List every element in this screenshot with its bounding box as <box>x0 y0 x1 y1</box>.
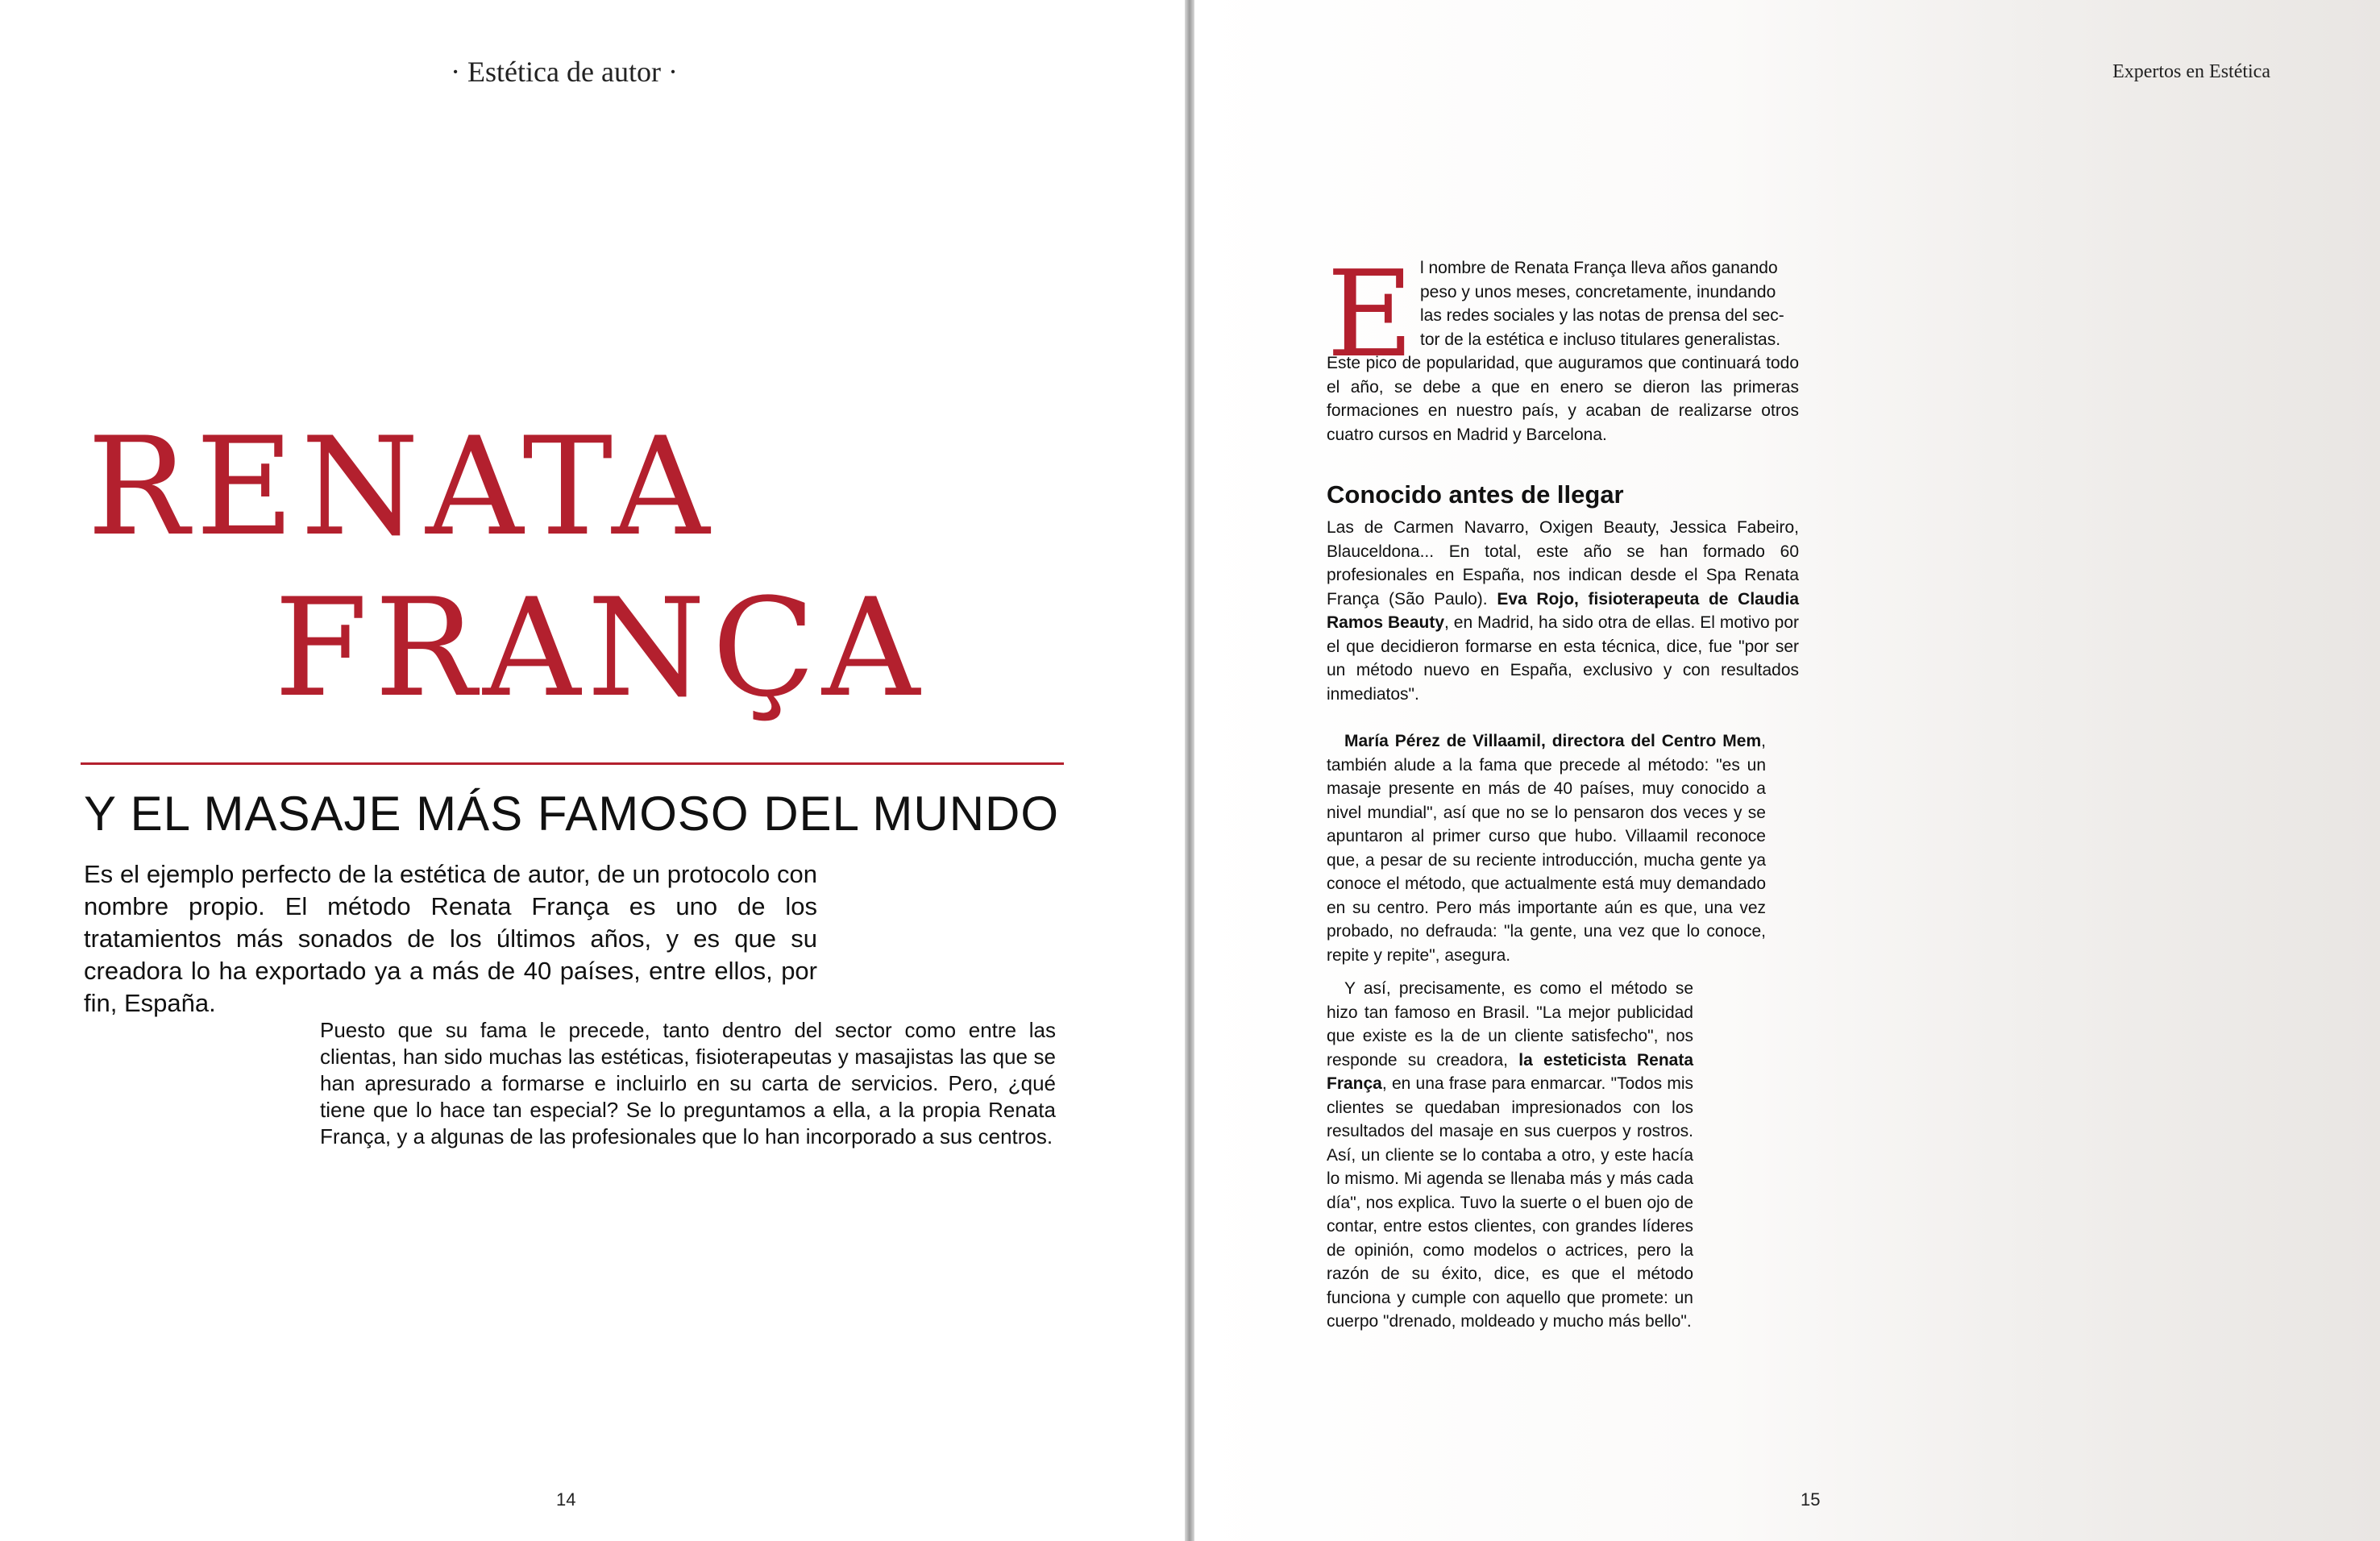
opening-line: peso y unos meses, concretamente, inundando <box>1420 282 1776 301</box>
title-rule <box>81 762 1064 765</box>
lead-paragraph: Es el ejemplo perfecto de la estética de autor, de un protocolo con nombre propio. El método Renata França es uno de los tratamientos más sonados de los últimos años, y es que su creadora lo ha exportado ya a más de 40 países, entre ellos, por fin, España. <box>84 860 817 1017</box>
drop-cap: E <box>1327 245 1414 384</box>
paragraph-3-bold: María Pérez de Villaamil, directora del Centro Mem <box>1344 732 1762 750</box>
paragraph-4 <box>1327 977 1693 1334</box>
opening-lines <box>1420 256 1799 351</box>
paragraph-3-text: , también alude a la fama que precede al método: "es un masaje presente en más de 40 países, muy conocido a nivel mundial", así que no se lo pensaron dos veces y se apuntaron al primer curso que hubo. Villaamil reconoce que, a pesar de su reciente introducción, mucha gente ya conoce el método, que actualmente está muy demandado en su centro. Pero más importante aún es que, una vez probado, no defrauda: "la gente, una vez que lo conoce, repite y repite", asegura. <box>1327 732 1766 965</box>
paragraph-4-text-a: Y así, precisamente, es como el método se hizo tan famoso en Brasil. "La mejor publicidad que existe es la de un cliente satisfecho", nos responde su creadora, <box>1327 979 1693 1070</box>
opening-line: las redes sociales y las notas de prensa del sec- <box>1420 306 1784 325</box>
paragraph-2-text-b: , en Madrid, ha sido otra de ellas. El motivo por el que decidieron formarse en esta técnica, dice, fue "por ser un método nuevo en España, exclusivo y con resultados inmediatos". <box>1327 613 1799 704</box>
opening-line: tor de la estética e incluso titulares generalistas. <box>1420 330 1781 349</box>
paragraph-2-text-a: Las de Carmen Navarro, Oxigen Beauty, Jessica Fabeiro, Blauceldona... En total, este año se han formado 60 profesionales en España, nos indican desde el Spa Renata França (São Paulo). <box>1327 518 1799 609</box>
intro-paragraph: Puesto que su fama le precede, tanto dentro del sector como entre las clientas, han sido muchas las estéticas, fisioterapeutas y masajistas las que se han apresurado a formarse e incluirlo en su carta de servicios. Pero, ¿qué tiene que lo hace tan especial? Se lo preguntamos a ella, a la propia Renata França, y a algunas de las profesionales que lo han incorporado a sus centros. <box>320 1018 1056 1148</box>
right-page <box>1194 0 2380 1541</box>
subtitle: Y EL MASAJE MÁS FAMOSO DEL MUNDO <box>84 787 1060 841</box>
page-number-right: 15 <box>1801 1489 1821 1510</box>
section-subheading: Conocido antes de llegar <box>1327 480 1624 509</box>
section-label: · Estética de autor · <box>451 56 678 88</box>
page-number-left: 14 <box>556 1489 576 1510</box>
paragraph-4-text-b: , en una frase para enmarcar. "Todos mis clientes se quedaban impresionados con los resultados del masaje en sus cuerpos y rostros. Así, un cliente se lo contaba a otro, y este hacía lo mismo. Mi agenda se llenaba más y más cada día", nos explica. Tuvo la suerte o el buen ojo de contar, entre estos clientes, con grandes líderes de opinión, como modelos o actrices, pero la razón de su éxito, dice, es que el método funciona y cumple con aquello que promete: un cuerpo "drenado, moldeado y mucho más bello". <box>1327 1074 1693 1331</box>
title-line-1: RENATA <box>87 408 716 566</box>
paragraph-4-bold: la esteticista Renata França <box>1327 1050 1694 1093</box>
title-line-2: FRANÇA <box>274 569 927 727</box>
paragraph-2-bold: Eva Rojo, fisioterapeuta de Claudia Ramos Beauty <box>1327 589 1799 632</box>
opening-paragraph-rest: Este pico de popularidad, que auguramos que continuará todo el año, se debe a que en enero se dieron las primeras formaciones en nuestro país, y acaban de realizarse otros cuatro cursos en Madrid y Barcelona. <box>1327 354 1799 444</box>
left-page <box>0 0 1185 1541</box>
paragraph-3 <box>1327 729 1766 967</box>
opening-line: l nombre de Renata França lleva años ganando <box>1420 259 1778 277</box>
paragraph-2 <box>1327 516 1799 706</box>
spine-gutter <box>1185 0 1194 1541</box>
running-head: Expertos en Estética <box>2112 61 2270 82</box>
